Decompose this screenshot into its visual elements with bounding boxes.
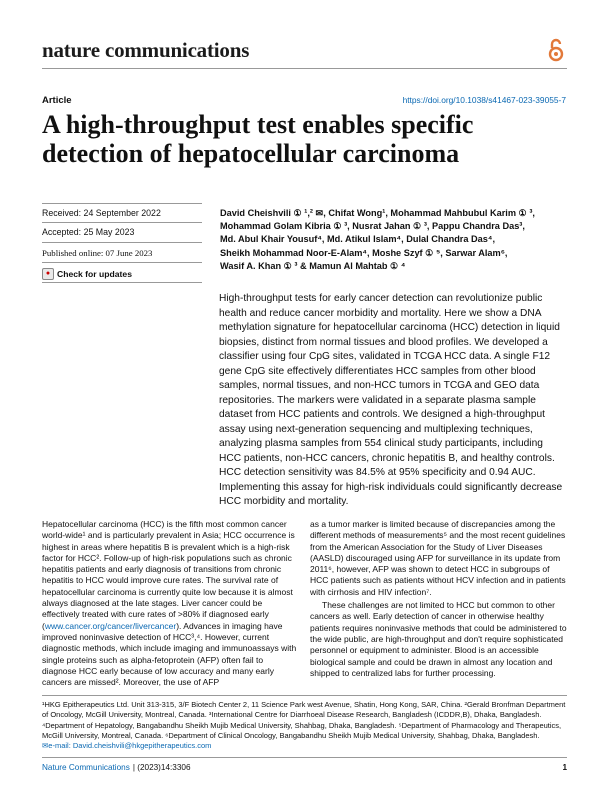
dates-rule xyxy=(42,242,202,243)
accepted-date: Accepted: 25 May 2023 xyxy=(42,227,135,237)
dates-rule xyxy=(42,222,202,223)
published-date: Published online: 07 June 2023 xyxy=(42,248,153,258)
page-number: 1 xyxy=(562,763,567,772)
footer-rule xyxy=(42,757,567,758)
body-text: ). Advances in imaging have improved noninvasive detection of HCC³,⁴. However, current diagnostic methods, which include imaging and immunoassays with single proteins such as alpha-fetoprotein (AFP) often fail to diagnose HCC early because of low accuracy and many early cancers are missed². Moreover, the use of AFP xyxy=(42,620,297,688)
article-type: Article xyxy=(42,95,72,106)
journal-name: nature communications xyxy=(42,38,250,62)
footer xyxy=(42,763,567,772)
footer-citation: | (2023)14:3306 xyxy=(132,763,191,772)
paper-title: A high-throughput test enables specific detection of hepatocellular carcinoma xyxy=(42,110,474,168)
author-line: Sheikh Mohammad Noor-E-Alam⁴, Moshe Szyf ① ⁵, Sarwar Alam⁶, xyxy=(220,247,508,258)
affiliations-block xyxy=(42,700,567,751)
author-list xyxy=(220,207,568,273)
corresponding-email[interactable]: ✉e-mail: David.cheishvili@hkgepitherapeutics.com xyxy=(42,741,212,751)
author-line: Wasif A. Khan ① ³ & Mamun Al Mahtab ① ⁴ xyxy=(220,260,406,271)
affiliation-rule xyxy=(42,695,567,696)
body-paragraph: These challenges are not limited to HCC but common to other cancers as well. Early detection of cancer in otherwise healthy patients requires noninvasive methods that could be administered to the wide public, are high-throughput and don't require sophisticated personnel or equipment to administer. Blood is an accessible biological sample and could be drawn in almost any location and shipped to centralized labs for further processing. xyxy=(310,600,567,678)
check-updates-label: Check for updates xyxy=(57,269,132,279)
received-date: Received: 24 September 2022 xyxy=(42,208,161,218)
body-paragraph: as a tumor marker is limited because of discrepancies among the different methods of measurements⁵ and the most recent guidelines from the American Association for the Study of Liver Diseases (AASLD) discouraged using AFP for surveillance in its update from 2011⁶, however, AFP was shown to detect HCC in subgroups of HCC patients such as patients without HCV infection and in patients with cirrhosis and HIV infection⁷. xyxy=(310,519,566,597)
header-rule xyxy=(42,68,567,69)
author-line: Mohammad Golam Kibria ① ³, Nusrat Jahan ① ³, Pappu Chandra Das³, xyxy=(220,221,525,232)
body-paragraph xyxy=(42,519,299,688)
dates-rule xyxy=(42,262,202,263)
footer-journal: Nature Communications xyxy=(42,763,130,772)
open-access-icon xyxy=(547,38,565,62)
affiliations-text: ¹HKG Epitherapeutics Ltd. Unit 313-315, 3/F Biotech Center 2, 11 Science Park west Avenue, Shatin, Hong Kong, SAR, China. ²Gerald Bronfman Department of Oncology, McGill University, Montreal, Canada. ³International Centre for Diarrhoeal Disease Research, Bangladesh (ICDDR,B), Dhaka, Bangladesh. ⁴Department of Hepatology, Bangabandhu Sheikh Mujib Medical University, Shahbag, Dhaka, Bangladesh. ⁵Department of Pharmacology and Therapeutics, McGill University, Montreal, Canada. ⁶Department of Clinical Oncology, Bangabandhu Sheikh Mujib Medical University, Shahbag, Dhaka, Bangladesh. xyxy=(42,700,566,740)
body-text: Hepatocellular carcinoma (HCC) is the fifth most common cancer world-wide¹ and is particularly prevalent in Asia; HCC occurrence is highest in areas where hepatitis B is prevalent which is a high-risk factor for HCC². Follow-up of high-risk populations such as chronic hepatitis patients and early diagnosis of transitions from chronic hepatitis to HCC would improve cure rates. The survival rate of hepatocellular carcinoma is currently quite low because it is almost always diagnosed at the late stages. Liver cancer could be effectively treated with cure rates of >80% if diagnosed early ( xyxy=(42,519,295,631)
check-updates-icon: ● xyxy=(42,268,54,280)
cancer-org-link[interactable]: www.cancer.org/cancer/livercancer xyxy=(44,620,177,631)
author-line: David Cheishvili ① ¹,² ✉, Chifat Wong¹, Mohammad Mahbubul Karim ① ³, xyxy=(220,208,535,218)
check-updates[interactable] xyxy=(42,268,132,280)
abstract: High-throughput tests for early cancer detection can revolutionize public health and reduce cancer morbidity and mortality. Here we show a DNA methylation signature for hepatocellular carcinoma (HCC) detection in liquid biopsies, distinct from normal tissues and blood profiles. We developed a classifier using four CpG sites, validated in TCGA HCC data. A single F12 gene CpG site effectively differentiates HCC samples from other blood samples, normal tissues, and non-HCC tumors in TCGA and GEO data repositories. The markers were validated in a separate plasma sample dataset from HCC patients and controls. We designed a high-throughput assay using next-generation sequencing and multiplexing techniques, analyzing plasma samples from 554 clinical study participants, including HCC patients, non-HCC cancers, chronic hepatitis B, and healthy controls. HCC detection sensitivity was 84.5% at 95% specificity and 0.94 AUC. Implementing this assay for high-risk individuals could significantly decrease HCC morbidity and mortality. xyxy=(219,293,563,507)
doi-link[interactable]: https://doi.org/10.1038/s41467-023-39055-7 xyxy=(402,95,566,105)
author-line: Md. Abul Khair Yousuf⁴, Md. Atikul Islam⁴, Dulal Chandra Das⁴, xyxy=(220,234,495,245)
body-column-right xyxy=(310,519,567,679)
dates-rule xyxy=(42,203,202,204)
dates-rule xyxy=(42,282,202,283)
body-column-left xyxy=(42,519,299,688)
